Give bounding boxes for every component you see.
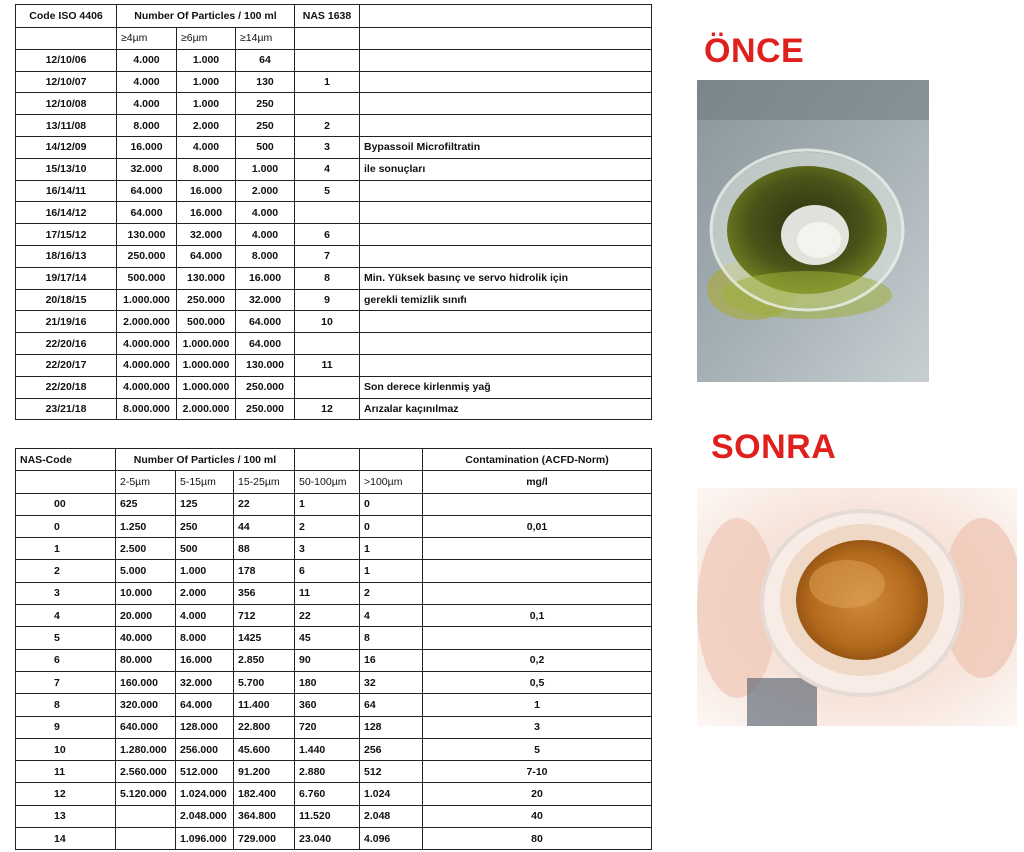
table-row — [16, 354, 652, 376]
iso-code-cell: 19/17/14 — [16, 267, 117, 289]
count-15-25um-cell: 729.000 — [234, 828, 295, 850]
count-15-25um-cell: 22 — [234, 493, 295, 515]
subheader-100um: >100µm — [360, 471, 423, 493]
note-cell — [360, 354, 652, 376]
count-15-25um-cell: 2.850 — [234, 649, 295, 671]
count-6um-cell: 2.000.000 — [177, 398, 236, 420]
iso-code-cell: 12/10/06 — [16, 49, 117, 71]
count-2-5um-cell — [116, 828, 176, 850]
count-4um-cell: 16.000 — [117, 136, 177, 158]
table-row — [16, 694, 652, 716]
count-6um-cell: 250.000 — [177, 289, 236, 311]
count-15-25um-cell: 356 — [234, 582, 295, 604]
table-subheader-row — [16, 28, 652, 50]
count-6um-cell: 4.000 — [177, 136, 236, 158]
count-2-5um-cell: 160.000 — [116, 671, 176, 693]
nas-class-cell — [295, 376, 360, 398]
iso-code-cell: 16/14/12 — [16, 202, 117, 224]
contamination-mgl-cell — [423, 538, 652, 560]
count-14um-cell: 250 — [236, 93, 295, 115]
subheader-6um: ≥6µm — [177, 28, 236, 50]
note-cell — [360, 49, 652, 71]
count-6um-cell: 1.000.000 — [177, 354, 236, 376]
count-4um-cell: 250.000 — [117, 245, 177, 267]
table-row — [16, 560, 652, 582]
header-empty — [360, 449, 423, 471]
count-4um-cell: 32.000 — [117, 158, 177, 180]
count-6um-cell: 2.000 — [177, 115, 236, 137]
subheader-mgl: mg/l — [423, 471, 652, 493]
count-6um-cell: 64.000 — [177, 245, 236, 267]
count-6um-cell: 32.000 — [177, 224, 236, 246]
nas-code-cell: 00 — [16, 493, 116, 515]
header-nas: NAS 1638 — [295, 5, 360, 28]
nas-class-cell: 8 — [295, 267, 360, 289]
count-14um-cell: 32.000 — [236, 289, 295, 311]
table-row — [16, 828, 652, 850]
subheader-empty — [16, 28, 117, 50]
count-15-25um-cell: 11.400 — [234, 694, 295, 716]
count-50-100um-cell: 23.040 — [295, 828, 360, 850]
nas-class-cell: 5 — [295, 180, 360, 202]
note-cell: Bypassoil Microfiltratin — [360, 136, 652, 158]
contamination-mgl-cell: 1 — [423, 694, 652, 716]
nas-class-cell — [295, 202, 360, 224]
contamination-mgl-cell: 0,2 — [423, 649, 652, 671]
count-4um-cell: 8.000 — [117, 115, 177, 137]
count-14um-cell: 1.000 — [236, 158, 295, 180]
contamination-mgl-cell — [423, 560, 652, 582]
nas-code-cell: 14 — [16, 828, 116, 850]
contamination-mgl-cell — [423, 582, 652, 604]
table-row — [16, 289, 652, 311]
count-4um-cell: 4.000 — [117, 49, 177, 71]
nas-class-cell — [295, 333, 360, 355]
nas-code-cell: 0 — [16, 515, 116, 537]
table-row — [16, 783, 652, 805]
before-oil-photo — [697, 80, 929, 382]
nas-class-cell: 2 — [295, 115, 360, 137]
subheader-empty — [360, 28, 652, 50]
count-5-15um-cell: 1.000 — [176, 560, 234, 582]
count-100um-cell: 4.096 — [360, 828, 423, 850]
count-14um-cell: 64.000 — [236, 333, 295, 355]
nas-class-cell: 10 — [295, 311, 360, 333]
count-5-15um-cell: 128.000 — [176, 716, 234, 738]
nas-code-cell: 8 — [16, 694, 116, 716]
count-100um-cell: 512 — [360, 761, 423, 783]
count-5-15um-cell: 2.000 — [176, 582, 234, 604]
contamination-mgl-cell: 7-10 — [423, 761, 652, 783]
subheader-empty — [295, 28, 360, 50]
nas-class-cell — [295, 49, 360, 71]
contamination-mgl-cell: 0,1 — [423, 605, 652, 627]
count-5-15um-cell: 16.000 — [176, 649, 234, 671]
count-15-25um-cell: 44 — [234, 515, 295, 537]
table-header-row — [16, 5, 652, 28]
nas-code-cell: 10 — [16, 738, 116, 760]
count-4um-cell: 64.000 — [117, 180, 177, 202]
count-2-5um-cell: 20.000 — [116, 605, 176, 627]
count-14um-cell: 130.000 — [236, 354, 295, 376]
count-5-15um-cell: 1.024.000 — [176, 783, 234, 805]
note-cell — [360, 333, 652, 355]
dirty-oil-glass-image — [697, 80, 929, 382]
count-2-5um-cell: 1.250 — [116, 515, 176, 537]
count-14um-cell: 130 — [236, 71, 295, 93]
contamination-mgl-cell: 5 — [423, 738, 652, 760]
count-2-5um-cell: 2.560.000 — [116, 761, 176, 783]
count-14um-cell: 2.000 — [236, 180, 295, 202]
note-cell — [360, 115, 652, 137]
subheader-2-5um: 2-5µm — [116, 471, 176, 493]
count-4um-cell: 130.000 — [117, 224, 177, 246]
nas-code-cell: 12 — [16, 783, 116, 805]
table-row — [16, 493, 652, 515]
count-5-15um-cell: 1.096.000 — [176, 828, 234, 850]
count-50-100um-cell: 360 — [295, 694, 360, 716]
count-2-5um-cell: 2.500 — [116, 538, 176, 560]
header-note — [360, 5, 652, 28]
count-6um-cell: 8.000 — [177, 158, 236, 180]
nas-code-cell: 1 — [16, 538, 116, 560]
count-2-5um-cell: 625 — [116, 493, 176, 515]
count-6um-cell: 1.000 — [177, 71, 236, 93]
count-100um-cell: 0 — [360, 493, 423, 515]
count-100um-cell: 16 — [360, 649, 423, 671]
header-contamination: Contamination (ACFD-Norm) — [423, 449, 652, 471]
count-50-100um-cell: 1 — [295, 493, 360, 515]
count-50-100um-cell: 22 — [295, 605, 360, 627]
count-50-100um-cell: 720 — [295, 716, 360, 738]
iso-code-cell: 17/15/12 — [16, 224, 117, 246]
nas-class-cell — [295, 93, 360, 115]
count-100um-cell: 2.048 — [360, 805, 423, 827]
count-5-15um-cell: 4.000 — [176, 605, 234, 627]
count-6um-cell: 1.000 — [177, 49, 236, 71]
count-50-100um-cell: 90 — [295, 649, 360, 671]
nas-code-cell: 5 — [16, 627, 116, 649]
table-subheader-row — [16, 471, 652, 493]
count-6um-cell: 1.000.000 — [177, 376, 236, 398]
table-row — [16, 805, 652, 827]
nas-class-cell: 4 — [295, 158, 360, 180]
iso-code-cell: 18/16/13 — [16, 245, 117, 267]
count-14um-cell: 64.000 — [236, 311, 295, 333]
iso-code-cell: 13/11/08 — [16, 115, 117, 137]
count-6um-cell: 500.000 — [177, 311, 236, 333]
count-100um-cell: 128 — [360, 716, 423, 738]
table-row — [16, 761, 652, 783]
count-14um-cell: 8.000 — [236, 245, 295, 267]
count-5-15um-cell: 2.048.000 — [176, 805, 234, 827]
count-4um-cell: 500.000 — [117, 267, 177, 289]
nas-class-cell: 3 — [295, 136, 360, 158]
table-row — [16, 245, 652, 267]
count-4um-cell: 2.000.000 — [117, 311, 177, 333]
nas-code-cell: 6 — [16, 649, 116, 671]
count-2-5um-cell: 5.000 — [116, 560, 176, 582]
nas-code-cell: 9 — [16, 716, 116, 738]
count-100um-cell: 32 — [360, 671, 423, 693]
count-5-15um-cell: 250 — [176, 515, 234, 537]
subheader-15-25um: 15-25µm — [234, 471, 295, 493]
count-50-100um-cell: 3 — [295, 538, 360, 560]
note-cell: gerekli temizlik sınıfı — [360, 289, 652, 311]
count-5-15um-cell: 125 — [176, 493, 234, 515]
nas-class-cell: 1 — [295, 71, 360, 93]
count-50-100um-cell: 6.760 — [295, 783, 360, 805]
note-cell — [360, 71, 652, 93]
count-4um-cell: 64.000 — [117, 202, 177, 224]
note-cell: Son derece kirlenmiş yağ — [360, 376, 652, 398]
count-15-25um-cell: 1425 — [234, 627, 295, 649]
table-row — [16, 136, 652, 158]
before-label: ÖNCE — [704, 32, 805, 70]
table-row — [16, 311, 652, 333]
note-cell — [360, 180, 652, 202]
count-4um-cell: 4.000.000 — [117, 376, 177, 398]
iso-code-cell: 22/20/18 — [16, 376, 117, 398]
count-100um-cell: 1 — [360, 538, 423, 560]
subheader-5-15um: 5-15µm — [176, 471, 234, 493]
note-cell — [360, 224, 652, 246]
table-row — [16, 202, 652, 224]
count-100um-cell: 2 — [360, 582, 423, 604]
table-row — [16, 671, 652, 693]
clean-oil-glass-image — [697, 488, 1017, 726]
table-row — [16, 398, 652, 420]
note-cell: Arızalar kaçınılmaz — [360, 398, 652, 420]
nas-class-cell: 12 — [295, 398, 360, 420]
iso-code-cell: 16/14/11 — [16, 180, 117, 202]
count-4um-cell: 4.000.000 — [117, 354, 177, 376]
nas-code-table — [15, 448, 652, 850]
contamination-mgl-cell: 20 — [423, 783, 652, 805]
count-4um-cell: 4.000 — [117, 93, 177, 115]
nas-code-cell: 13 — [16, 805, 116, 827]
count-50-100um-cell: 180 — [295, 671, 360, 693]
count-15-25um-cell: 88 — [234, 538, 295, 560]
count-50-100um-cell: 45 — [295, 627, 360, 649]
count-15-25um-cell: 712 — [234, 605, 295, 627]
count-2-5um-cell: 40.000 — [116, 627, 176, 649]
after-label: SONRA — [711, 428, 837, 466]
table-row — [16, 538, 652, 560]
subheader-empty — [16, 471, 116, 493]
nas-class-cell: 7 — [295, 245, 360, 267]
count-50-100um-cell: 11 — [295, 582, 360, 604]
count-100um-cell: 8 — [360, 627, 423, 649]
table-row — [16, 180, 652, 202]
header-particles: Number Of Particles / 100 ml — [116, 449, 295, 471]
table-row — [16, 158, 652, 180]
count-100um-cell: 0 — [360, 515, 423, 537]
count-100um-cell: 1 — [360, 560, 423, 582]
table-row — [16, 627, 652, 649]
count-14um-cell: 250 — [236, 115, 295, 137]
count-2-5um-cell: 1.280.000 — [116, 738, 176, 760]
count-2-5um-cell — [116, 805, 176, 827]
count-2-5um-cell: 5.120.000 — [116, 783, 176, 805]
count-15-25um-cell: 182.400 — [234, 783, 295, 805]
contamination-mgl-cell — [423, 493, 652, 515]
count-5-15um-cell: 512.000 — [176, 761, 234, 783]
count-15-25um-cell: 91.200 — [234, 761, 295, 783]
contamination-mgl-cell: 40 — [423, 805, 652, 827]
nas-code-cell: 11 — [16, 761, 116, 783]
iso-code-cell: 21/19/16 — [16, 311, 117, 333]
after-oil-photo — [697, 488, 1017, 726]
count-2-5um-cell: 320.000 — [116, 694, 176, 716]
count-6um-cell: 16.000 — [177, 180, 236, 202]
table-row — [16, 49, 652, 71]
count-100um-cell: 256 — [360, 738, 423, 760]
count-15-25um-cell: 45.600 — [234, 738, 295, 760]
count-5-15um-cell: 64.000 — [176, 694, 234, 716]
contamination-mgl-cell — [423, 627, 652, 649]
nas-class-cell: 11 — [295, 354, 360, 376]
header-iso-code: Code ISO 4406 — [16, 5, 117, 28]
count-50-100um-cell: 2.880 — [295, 761, 360, 783]
header-nas-code: NAS-Code — [16, 449, 116, 471]
count-50-100um-cell: 11.520 — [295, 805, 360, 827]
header-empty — [295, 449, 360, 471]
subheader-14um: ≥14µm — [236, 28, 295, 50]
count-14um-cell: 250.000 — [236, 398, 295, 420]
nas-code-cell: 2 — [16, 560, 116, 582]
contamination-mgl-cell: 0,01 — [423, 515, 652, 537]
count-15-25um-cell: 5.700 — [234, 671, 295, 693]
count-50-100um-cell: 6 — [295, 560, 360, 582]
table-header-row — [16, 449, 652, 471]
count-100um-cell: 4 — [360, 605, 423, 627]
nas-code-cell: 7 — [16, 671, 116, 693]
subheader-50-100um: 50-100µm — [295, 471, 360, 493]
iso-code-cell: 20/18/15 — [16, 289, 117, 311]
table-row — [16, 582, 652, 604]
count-100um-cell: 64 — [360, 694, 423, 716]
table-row — [16, 71, 652, 93]
count-50-100um-cell: 1.440 — [295, 738, 360, 760]
contamination-mgl-cell: 3 — [423, 716, 652, 738]
count-50-100um-cell: 2 — [295, 515, 360, 537]
count-4um-cell: 8.000.000 — [117, 398, 177, 420]
table-row — [16, 738, 652, 760]
header-particles: Number Of Particles / 100 ml — [117, 5, 295, 28]
note-cell — [360, 311, 652, 333]
count-14um-cell: 64 — [236, 49, 295, 71]
count-4um-cell: 4.000.000 — [117, 333, 177, 355]
table-row — [16, 267, 652, 289]
table-row — [16, 649, 652, 671]
count-5-15um-cell: 32.000 — [176, 671, 234, 693]
count-2-5um-cell: 80.000 — [116, 649, 176, 671]
iso-code-cell: 12/10/08 — [16, 93, 117, 115]
iso-code-cell: 15/13/10 — [16, 158, 117, 180]
subheader-4um: ≥4µm — [117, 28, 177, 50]
count-100um-cell: 1.024 — [360, 783, 423, 805]
count-15-25um-cell: 22.800 — [234, 716, 295, 738]
count-6um-cell: 16.000 — [177, 202, 236, 224]
table-row — [16, 716, 652, 738]
count-14um-cell: 4.000 — [236, 202, 295, 224]
nas-class-cell: 9 — [295, 289, 360, 311]
table-row — [16, 515, 652, 537]
count-2-5um-cell: 10.000 — [116, 582, 176, 604]
table-row — [16, 333, 652, 355]
nas-class-cell: 6 — [295, 224, 360, 246]
iso-code-cell: 22/20/16 — [16, 333, 117, 355]
note-cell: ile sonuçları — [360, 158, 652, 180]
count-5-15um-cell: 8.000 — [176, 627, 234, 649]
count-6um-cell: 130.000 — [177, 267, 236, 289]
count-6um-cell: 1.000 — [177, 93, 236, 115]
count-14um-cell: 4.000 — [236, 224, 295, 246]
count-14um-cell: 500 — [236, 136, 295, 158]
note-cell: Min. Yüksek basınç ve servo hidrolik için — [360, 267, 652, 289]
table-row — [16, 93, 652, 115]
iso-code-cell: 14/12/09 — [16, 136, 117, 158]
contamination-mgl-cell: 0,5 — [423, 671, 652, 693]
note-cell — [360, 202, 652, 224]
table-row — [16, 605, 652, 627]
count-5-15um-cell: 500 — [176, 538, 234, 560]
count-14um-cell: 16.000 — [236, 267, 295, 289]
count-4um-cell: 1.000.000 — [117, 289, 177, 311]
nas-code-cell: 4 — [16, 605, 116, 627]
table-row — [16, 224, 652, 246]
count-4um-cell: 4.000 — [117, 71, 177, 93]
count-2-5um-cell: 640.000 — [116, 716, 176, 738]
count-14um-cell: 250.000 — [236, 376, 295, 398]
iso-code-cell: 12/10/07 — [16, 71, 117, 93]
count-5-15um-cell: 256.000 — [176, 738, 234, 760]
iso-code-cell: 22/20/17 — [16, 354, 117, 376]
table-row — [16, 376, 652, 398]
note-cell — [360, 93, 652, 115]
count-15-25um-cell: 364.800 — [234, 805, 295, 827]
iso-code-cell: 23/21/18 — [16, 398, 117, 420]
count-15-25um-cell: 178 — [234, 560, 295, 582]
table-row — [16, 115, 652, 137]
iso-4406-table — [15, 4, 652, 420]
contamination-mgl-cell: 80 — [423, 828, 652, 850]
count-6um-cell: 1.000.000 — [177, 333, 236, 355]
nas-code-cell: 3 — [16, 582, 116, 604]
note-cell — [360, 245, 652, 267]
